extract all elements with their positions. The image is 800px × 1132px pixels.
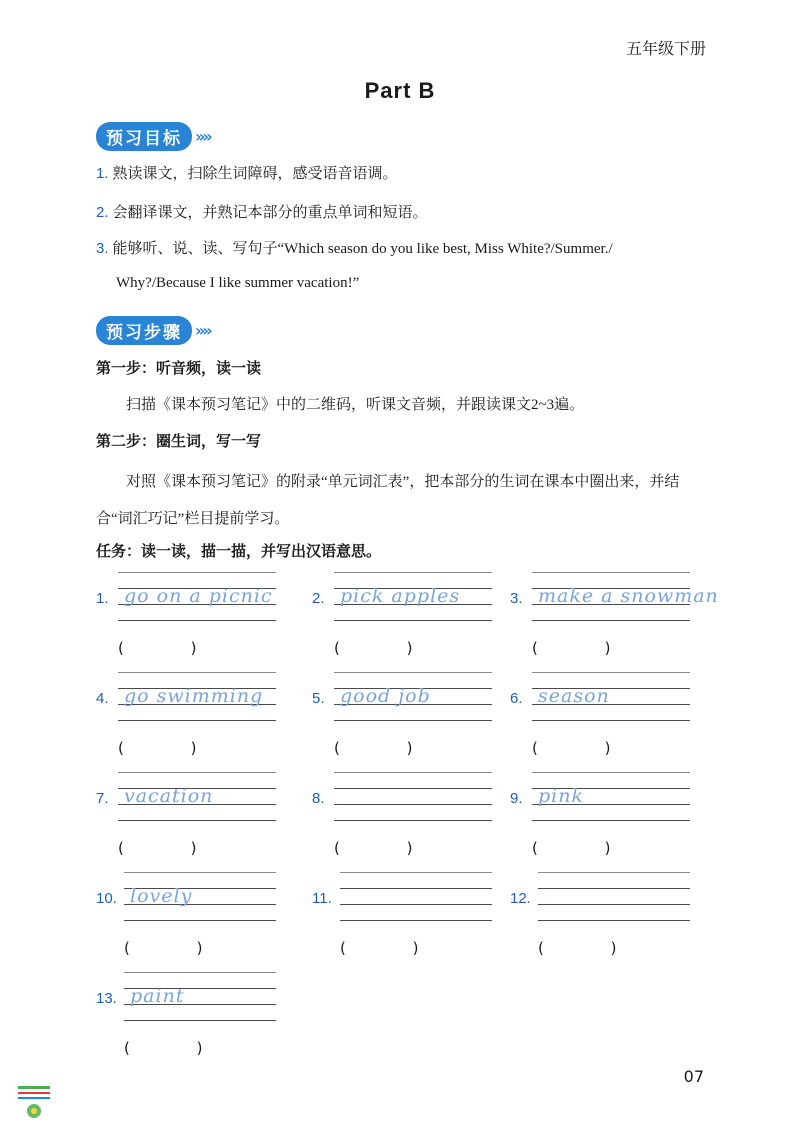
writing-line bbox=[118, 772, 276, 773]
vocab-item bbox=[312, 567, 492, 667]
writing-line bbox=[124, 920, 276, 921]
writing-line bbox=[334, 672, 492, 673]
writing-line bbox=[532, 720, 690, 721]
vocab-item bbox=[510, 767, 690, 867]
traced-word: paint bbox=[130, 985, 185, 1007]
answer-blank[interactable]: ( ) bbox=[334, 839, 413, 857]
writing-line bbox=[334, 720, 492, 721]
answer-blank[interactable]: ( ) bbox=[118, 739, 197, 757]
traced-word: pink bbox=[538, 785, 584, 807]
step1-heading: 第一步：听音频，读一读 bbox=[96, 359, 262, 377]
goal-text-continuation: Why?/Because I like summer vacation!” bbox=[116, 275, 360, 291]
grade-label: 五年级下册 bbox=[625, 39, 706, 58]
goal-text: 会翻译课文，并熟记本部分的重点单词和短语。 bbox=[112, 205, 428, 221]
vocab-item bbox=[96, 967, 276, 1067]
traced-word: good job bbox=[340, 685, 431, 707]
writing-line bbox=[532, 672, 690, 673]
writing-line bbox=[538, 904, 690, 905]
answer-blank[interactable]: ( ) bbox=[532, 739, 611, 757]
traced-word: vacation bbox=[124, 785, 214, 807]
answer-blank[interactable]: ( ) bbox=[532, 839, 611, 857]
answer-blank[interactable]: ( ) bbox=[124, 1039, 203, 1057]
vocab-number: 5. bbox=[312, 690, 325, 707]
writing-line bbox=[118, 620, 276, 621]
publisher-logo-icon bbox=[14, 1082, 54, 1122]
writing-line bbox=[532, 772, 690, 773]
vocab-item bbox=[96, 567, 276, 667]
vocab-number: 3. bbox=[510, 590, 523, 607]
vocab-item bbox=[96, 667, 276, 767]
traced-word: go on a picnic bbox=[124, 585, 273, 607]
step1-text: 扫描《课本预习笔记》中的二维码，听课文音频，并跟读课文2~3遍。 bbox=[126, 397, 585, 413]
badge-label: 预习目标 bbox=[96, 122, 192, 151]
writing-line bbox=[334, 820, 492, 821]
vocab-item bbox=[510, 867, 690, 967]
writing-line bbox=[118, 572, 276, 573]
section-badge-steps bbox=[96, 316, 210, 345]
chevron-icon: »» bbox=[195, 321, 210, 340]
vocab-number: 10. bbox=[96, 890, 117, 907]
writing-line bbox=[340, 904, 492, 905]
writing-line bbox=[538, 872, 690, 873]
vocab-item bbox=[312, 767, 492, 867]
writing-line bbox=[118, 820, 276, 821]
page-number: 07 bbox=[683, 1067, 704, 1086]
goal-item bbox=[96, 164, 398, 184]
vocab-number: 12. bbox=[510, 890, 531, 907]
answer-blank[interactable]: ( ) bbox=[118, 639, 197, 657]
writing-line bbox=[334, 572, 492, 573]
writing-line bbox=[538, 920, 690, 921]
vocab-number: 8. bbox=[312, 790, 325, 807]
page-title: Part B bbox=[364, 78, 436, 103]
traced-word: make a snowman bbox=[538, 585, 719, 607]
answer-blank[interactable]: ( ) bbox=[334, 639, 413, 657]
writing-line bbox=[118, 672, 276, 673]
chevron-icon: »» bbox=[195, 127, 210, 146]
goal-text: 能够听、说、读、写句子“Which season do you like best, Miss White?/Summer./ bbox=[112, 241, 613, 257]
vocab-number: 13. bbox=[96, 990, 117, 1007]
vocab-number: 7. bbox=[96, 790, 109, 807]
answer-blank[interactable]: ( ) bbox=[334, 739, 413, 757]
writing-line bbox=[118, 720, 276, 721]
vocab-item bbox=[510, 667, 690, 767]
writing-line bbox=[532, 620, 690, 621]
answer-blank[interactable]: ( ) bbox=[340, 939, 419, 957]
writing-line bbox=[124, 872, 276, 873]
answer-blank[interactable]: ( ) bbox=[532, 639, 611, 657]
writing-line bbox=[334, 788, 492, 789]
section-badge-goals bbox=[96, 122, 210, 151]
goal-text: 熟读课文，扫除生词障碍，感受语音语调。 bbox=[112, 166, 398, 182]
writing-line bbox=[532, 820, 690, 821]
vocab-item bbox=[312, 667, 492, 767]
goal-number: 2. bbox=[96, 204, 109, 221]
traced-word: season bbox=[538, 685, 610, 707]
answer-blank[interactable]: ( ) bbox=[124, 939, 203, 957]
traced-word: pick apples bbox=[340, 585, 461, 607]
vocab-number: 11. bbox=[312, 890, 332, 907]
writing-line bbox=[334, 772, 492, 773]
writing-line bbox=[124, 972, 276, 973]
answer-blank[interactable]: ( ) bbox=[538, 939, 617, 957]
writing-line bbox=[532, 572, 690, 573]
writing-line bbox=[334, 620, 492, 621]
step2-text: 对照《课本预习笔记》的附录“单元词汇表”，把本部分的生词在课本中圈出来，并结合“词汇巧记”栏目提前学习。 bbox=[96, 474, 680, 527]
answer-blank[interactable]: ( ) bbox=[118, 839, 197, 857]
vocab-item bbox=[510, 567, 719, 667]
vocab-number: 4. bbox=[96, 690, 109, 707]
writing-line bbox=[124, 1020, 276, 1021]
goal-item bbox=[96, 203, 428, 223]
writing-line bbox=[334, 804, 492, 805]
task-instruction: 任务：读一读，描一描，并写出汉语意思。 bbox=[96, 542, 382, 560]
badge-label: 预习步骤 bbox=[96, 316, 192, 345]
vocab-number: 9. bbox=[510, 790, 523, 807]
goal-number: 3. bbox=[96, 240, 109, 257]
vocab-item bbox=[96, 767, 276, 867]
goal-number: 1. bbox=[96, 165, 109, 182]
vocab-number: 2. bbox=[312, 590, 325, 607]
vocab-number: 6. bbox=[510, 690, 523, 707]
vocab-item bbox=[96, 867, 276, 967]
writing-line bbox=[340, 920, 492, 921]
traced-word: go swimming bbox=[124, 685, 264, 707]
vocab-number: 1. bbox=[96, 590, 109, 607]
vocab-item bbox=[312, 867, 492, 967]
writing-line bbox=[340, 888, 492, 889]
writing-line bbox=[538, 888, 690, 889]
step2-heading: 第二步：圈生词，写一写 bbox=[96, 432, 262, 450]
traced-word: lovely bbox=[130, 885, 193, 907]
writing-line bbox=[340, 872, 492, 873]
goal-item bbox=[96, 239, 613, 259]
